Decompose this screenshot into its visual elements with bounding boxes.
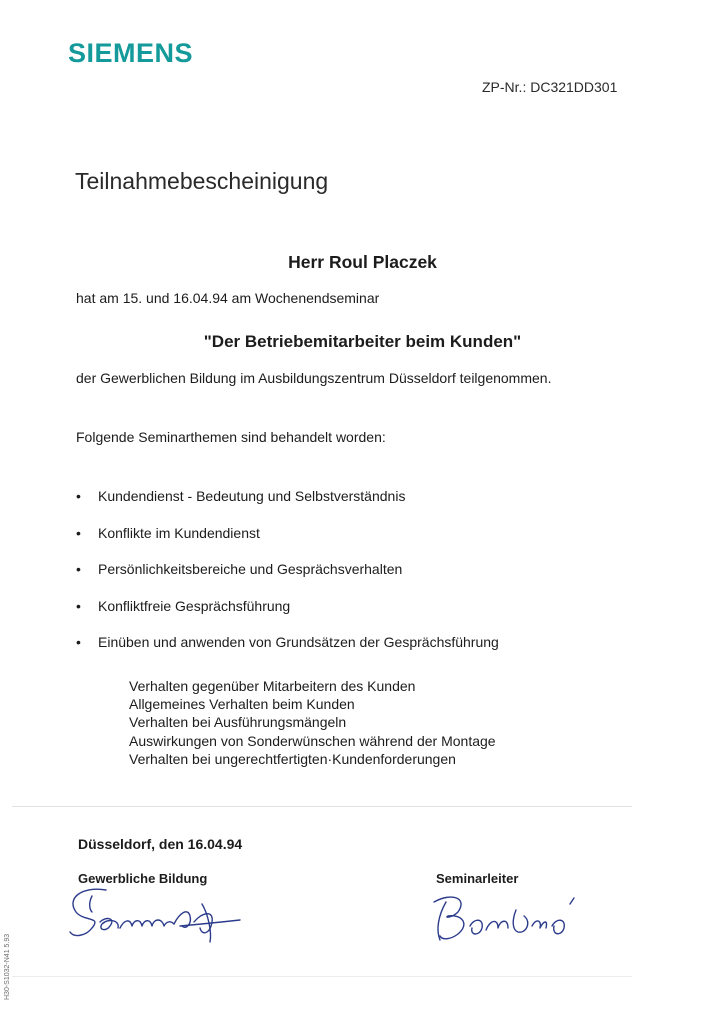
subtopic-item: Verhalten gegenüber Mitarbeitern des Kunden — [129, 678, 416, 694]
topic-text: Konfliktfreie Gesprächsführung — [98, 597, 291, 614]
signature-right — [428, 886, 588, 950]
list-item — [76, 561, 499, 598]
bullet-icon: • — [76, 561, 81, 577]
topic-text: Einüben und anwenden von Grundsätzen der Gesprächsführung — [98, 634, 499, 650]
seminar-leader-label: Seminarleiter — [436, 871, 519, 886]
topics-list — [76, 488, 499, 671]
form-code: H30-S1032-N41 5.93 — [4, 933, 11, 1000]
recipient-name: Herr Roul Placzek — [288, 252, 437, 272]
topic-text: Konflikte im Kundendienst — [98, 524, 260, 541]
topic-text: Persönlichkeitsbereiche und Gesprächsverhalten — [98, 561, 403, 577]
topic-text: Kundendienst - Bedeutung und Selbstverständnis — [98, 488, 406, 504]
bullet-icon: • — [76, 634, 81, 650]
topics-intro: Folgende Seminarthemen sind behandelt worden: — [76, 429, 386, 445]
subtopics-block — [129, 677, 496, 768]
list-item — [76, 598, 499, 635]
organization-line: der Gewerblichen Bildung im Ausbildungszentrum Düsseldorf teilgenommen. — [76, 370, 552, 386]
bullet-icon: • — [76, 597, 81, 614]
subtopic-item: Allgemeines Verhalten beim Kunden — [129, 696, 355, 713]
subtopic-item: Verhalten bei ungerechtfertigten·Kundenforderungen — [129, 750, 456, 767]
list-item — [76, 634, 499, 671]
siemens-logo: SIEMENS — [68, 38, 194, 68]
org-label: Gewerbliche Bildung — [78, 871, 208, 886]
signature-left — [62, 882, 252, 948]
subtopic-item: Verhalten bei Ausführungsmängeln — [129, 714, 347, 731]
place-date: Düsseldorf, den 16.04.94 — [78, 836, 243, 852]
subtopic-item: Auswirkungen von Sonderwünschen während der Montage — [129, 732, 496, 749]
document-title: Teilnahmebescheinigung — [75, 168, 329, 194]
bullet-icon: • — [76, 524, 81, 541]
list-item — [76, 488, 499, 525]
attendance-line: hat am 15. und 16.04.94 am Wochenendseminar — [76, 290, 380, 306]
bullet-icon: • — [76, 488, 81, 504]
zp-number: ZP-Nr.: DC321DD301 — [482, 79, 618, 95]
divider — [12, 806, 632, 807]
list-item — [76, 525, 499, 562]
bottom-divider — [12, 976, 632, 977]
seminar-name: "Der Betriebemitarbeiter beim Kunden" — [203, 332, 522, 351]
